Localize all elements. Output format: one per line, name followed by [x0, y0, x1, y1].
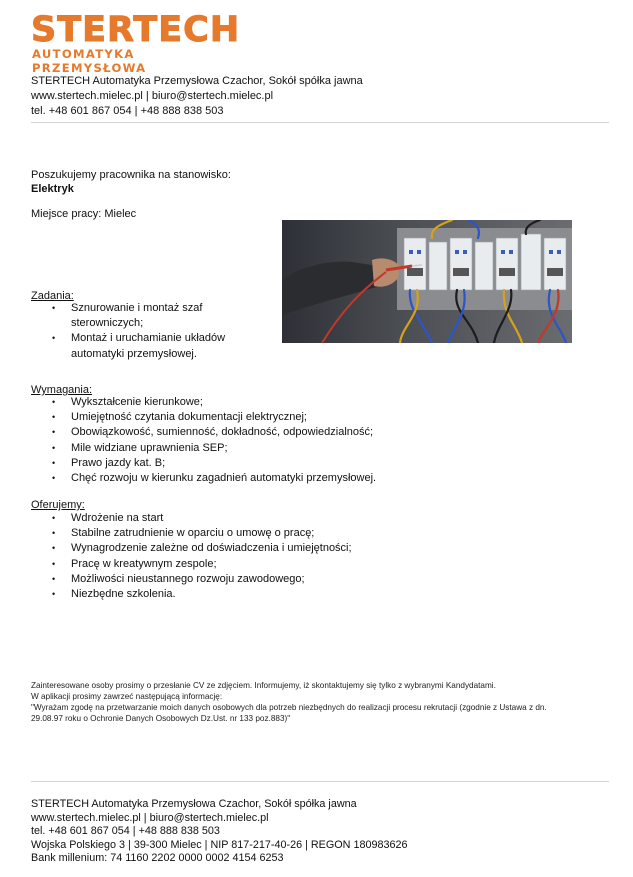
list-item: • Niezbędne szkolenia. — [52, 587, 352, 602]
job-location: Miejsce pracy: Mielec — [31, 208, 137, 220]
header-divider — [31, 122, 609, 123]
footer-bank: Bank millenium: 74 1160 2202 0000 0002 4154 6253 — [31, 852, 284, 865]
header-company-name: STERTECH Automatyka Przemysłowa Czachor, Sokół spółka jawna — [31, 75, 363, 87]
tasks-list — [52, 301, 252, 362]
requirements-list — [52, 395, 376, 486]
list-item: • Wykształcenie kierunkowe; — [52, 395, 376, 410]
logo-wordmark: STERTECH — [31, 10, 241, 50]
list-item: • Chęć rozwoju w kierunku zagadnień automatyki przemysłowej. — [52, 471, 376, 486]
note-line-instruction: W aplikacji prosimy zawrzeć następującą informację: — [31, 692, 223, 701]
job-position: Elektryk — [31, 183, 74, 195]
list-item: • Wynagrodzenie zależne od doświadczenia i umiejętności; — [52, 541, 352, 556]
tasks-heading: Zadania: — [31, 290, 74, 302]
list-item: • Wdrożenie na start — [52, 511, 352, 526]
list-item: • Mile widziane uprawnienia SEP; — [52, 441, 376, 456]
footer-address: Wojska Polskiego 3 | 39-300 Mielec | NIP 817-217-40-26 | REGON 180983626 — [31, 838, 408, 851]
header-web-mail: www.stertech.mielec.pl | biuro@stertech.mielec.pl — [31, 90, 274, 102]
footer-phones: tel. +48 601 867 054 | +48 888 838 503 — [31, 825, 220, 838]
footer-web-mail: www.stertech.mielec.pl | biuro@stertech.mielec.pl — [31, 811, 269, 824]
header-phones: tel. +48 601 867 054 | +48 888 838 503 — [31, 105, 224, 117]
job-intro — [31, 168, 231, 196]
company-logo — [31, 10, 246, 75]
footer-contact — [31, 798, 408, 866]
requirements-heading: Wymagania: — [31, 384, 93, 396]
list-item: • Montaż i uruchamianie układów automatyki przemysłowej. — [52, 331, 252, 361]
list-item: • Możliwości nieustannego rozwoju zawodowego; — [52, 572, 352, 587]
list-item: • Stabilne zatrudnienie w oparciu o umowę o pracę; — [52, 526, 352, 541]
note-line-cv: Zainteresowane osoby prosimy o przesłanie CV ze zdjęciem. Informujemy, iż skontaktujemy się tylko z wybranymi Kandydatami. — [31, 681, 496, 690]
offer-list — [52, 511, 352, 602]
header-contact — [31, 74, 363, 119]
application-note — [31, 680, 611, 724]
offer-heading: Oferujemy: — [31, 499, 85, 511]
list-item: • Pracę w kreatywnym zespole; — [52, 557, 352, 572]
note-line-consent-cont: 29.08.97 roku o Ochronie Danych Osobowych Dz.Ust. nr 133 poz.883)" — [31, 714, 291, 723]
list-item: • Prawo jazdy kat. B; — [52, 456, 376, 471]
list-item: • Umiejętność czytania dokumentacji elektrycznej; — [52, 410, 376, 425]
intro-lead: Poszukujemy pracownika na stanowisko: — [31, 169, 231, 181]
list-item: • Sznurowanie i montaż szaf sterowniczych; — [52, 301, 252, 331]
footer-divider — [31, 781, 609, 782]
electrical-cabinet-photo — [282, 220, 572, 343]
logo-tagline: AUTOMATYKA PRZEMYSŁOWA — [32, 47, 147, 75]
note-line-consent: "Wyrażam zgodę na przetwarzanie moich danych osobowych dla potrzeb niezbędnych do realizacji procesu rekrutacji (zgodnie z Ustawa z dn. — [31, 703, 547, 712]
list-item: • Obowiązkowość, sumienność, dokładność, odpowiedzialność; — [52, 425, 376, 440]
footer-company-name: STERTECH Automatyka Przemysłowa Czachor, Sokół spółka jawna — [31, 798, 357, 810]
